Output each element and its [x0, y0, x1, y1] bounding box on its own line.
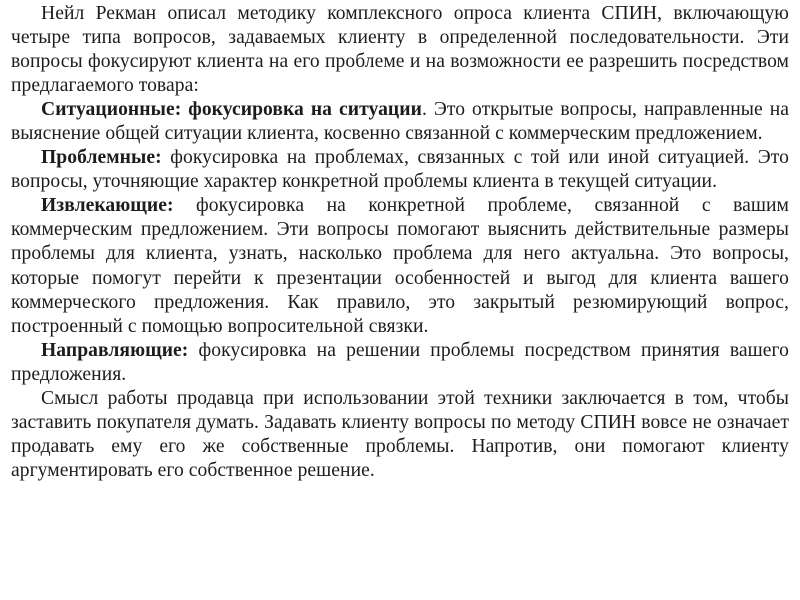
- intro-paragraph: Нейл Рекман описал методику комплексного опроса клиента СПИН, включающую четыре типа вопросов, задаваемых клиенту в определенной последовательности. Эти вопросы фокусируют клиента на его проблеме и на возможности ее разрешить посредством предлагаемого товара:: [11, 3, 789, 97]
- need-payoff-term: Направляющие:: [41, 339, 189, 361]
- situational-paragraph: [11, 98, 789, 146]
- situational-term: Ситуационные: фокусировка на ситуации: [41, 99, 422, 121]
- need-payoff-text: фокусировка на решении проблемы посредством принятия вашего предложения.: [11, 339, 789, 385]
- implication-paragraph: [11, 194, 789, 338]
- implication-text: фокусировка на конкретной проблеме, связанной с вашим коммерческим предложением. Эти вопросы помогают выяснить действительные размеры проблемы для клиента, узнать, насколько проблема для него актуальна. Это вопросы, которые помогут перейти к презентации особенностей и выгод для клиента вашего коммерческого предложения. Как правило, это закрытый резюмирующий вопрос, построенный с помощью вопросительной связки.: [11, 195, 789, 337]
- need-payoff-paragraph: [11, 339, 789, 387]
- conclusion-paragraph: Смысл работы продавца при использовании этой техники заключается в том, чтобы заставить покупателя думать. Задавать клиенту вопросы по методу СПИН вовсе не означает продавать ему его же собственные проблемы. Напротив, они помогают клиенту аргументировать его собственное решение.: [11, 387, 789, 481]
- problem-term: Проблемные:: [41, 147, 162, 169]
- problem-text: фокусировка на проблемах, связанных с той или иной ситуацией. Это вопросы, уточняющие характер конкретной проблемы клиента в текущей ситуации.: [11, 147, 789, 193]
- implication-term: Извлекающие:: [41, 195, 174, 217]
- problem-paragraph: [11, 146, 789, 194]
- situational-text: . Это открытые вопросы, направленные на выяснение общей ситуации клиента, косвенно связанной с коммерческим предложением.: [11, 99, 789, 145]
- document-page: [11, 2, 789, 483]
